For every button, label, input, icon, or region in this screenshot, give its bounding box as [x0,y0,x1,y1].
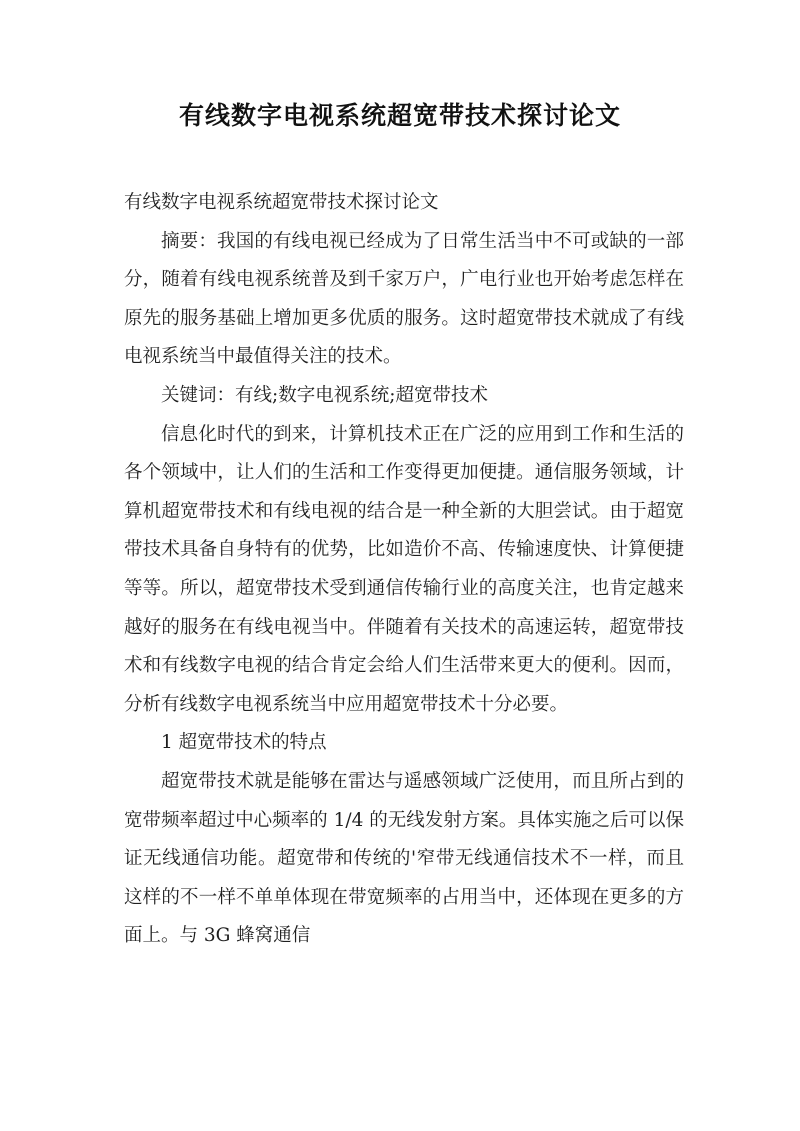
body-heading: 有线数字电视系统超宽带技术探讨论文 [124,192,439,213]
section-heading: 1 超宽带技术的特点 [161,732,327,754]
section-paragraph: 超宽带技术就是能够在雷达与遥感领域广泛使用，而且所占到的宽带频率超过中心频率的 1/4 的无线发射方案。具体实施之后可以保证无线通信功能。超宽带和传统的'窄带无线通信技术不一样，而且这样的不一样不单单体现在带宽频率的占用当中，还体现在更多的方面上。与 3G 蜂窝通信 [124,770,684,947]
intro-paragraph: 信息化时代的到来，计算机技术正在广泛的应用到工作和生活的各个领域中，让人们的生活和工作变得更加便捷。通信服务领域，计算机超宽带技术和有线电视的结合是一种全新的大胆尝试。由于超宽带技术具备自身特有的优势，比如造价不高、传输速度快、计算便捷等等。所以，超宽带技术受到通信传输行业的高度关注，也肯定越来越好的服务在有线电视当中。伴随着有关技术的高速运转，超宽带技术和有线数字电视的结合肯定会给人们生活带来更大的便利。因而，分析有线数字电视系统当中应用超宽带技术十分必要。 [124,423,684,715]
document-title: 有线数字电视系统超宽带技术探讨论文 [178,101,621,130]
document-body [124,184,684,956]
keywords-paragraph: 关键词：有线;数字电视系统;超宽带技术 [161,384,488,406]
abstract-paragraph: 摘要：我国的有线电视已经成为了日常生活当中不可或缺的一部分，随着有线电视系统普及到千家万户，广电行业也开始考虑怎样在原先的服务基础上增加更多优质的服务。这时超宽带技术就成了有线电视系统当中最值得关注的技术。 [124,230,684,368]
